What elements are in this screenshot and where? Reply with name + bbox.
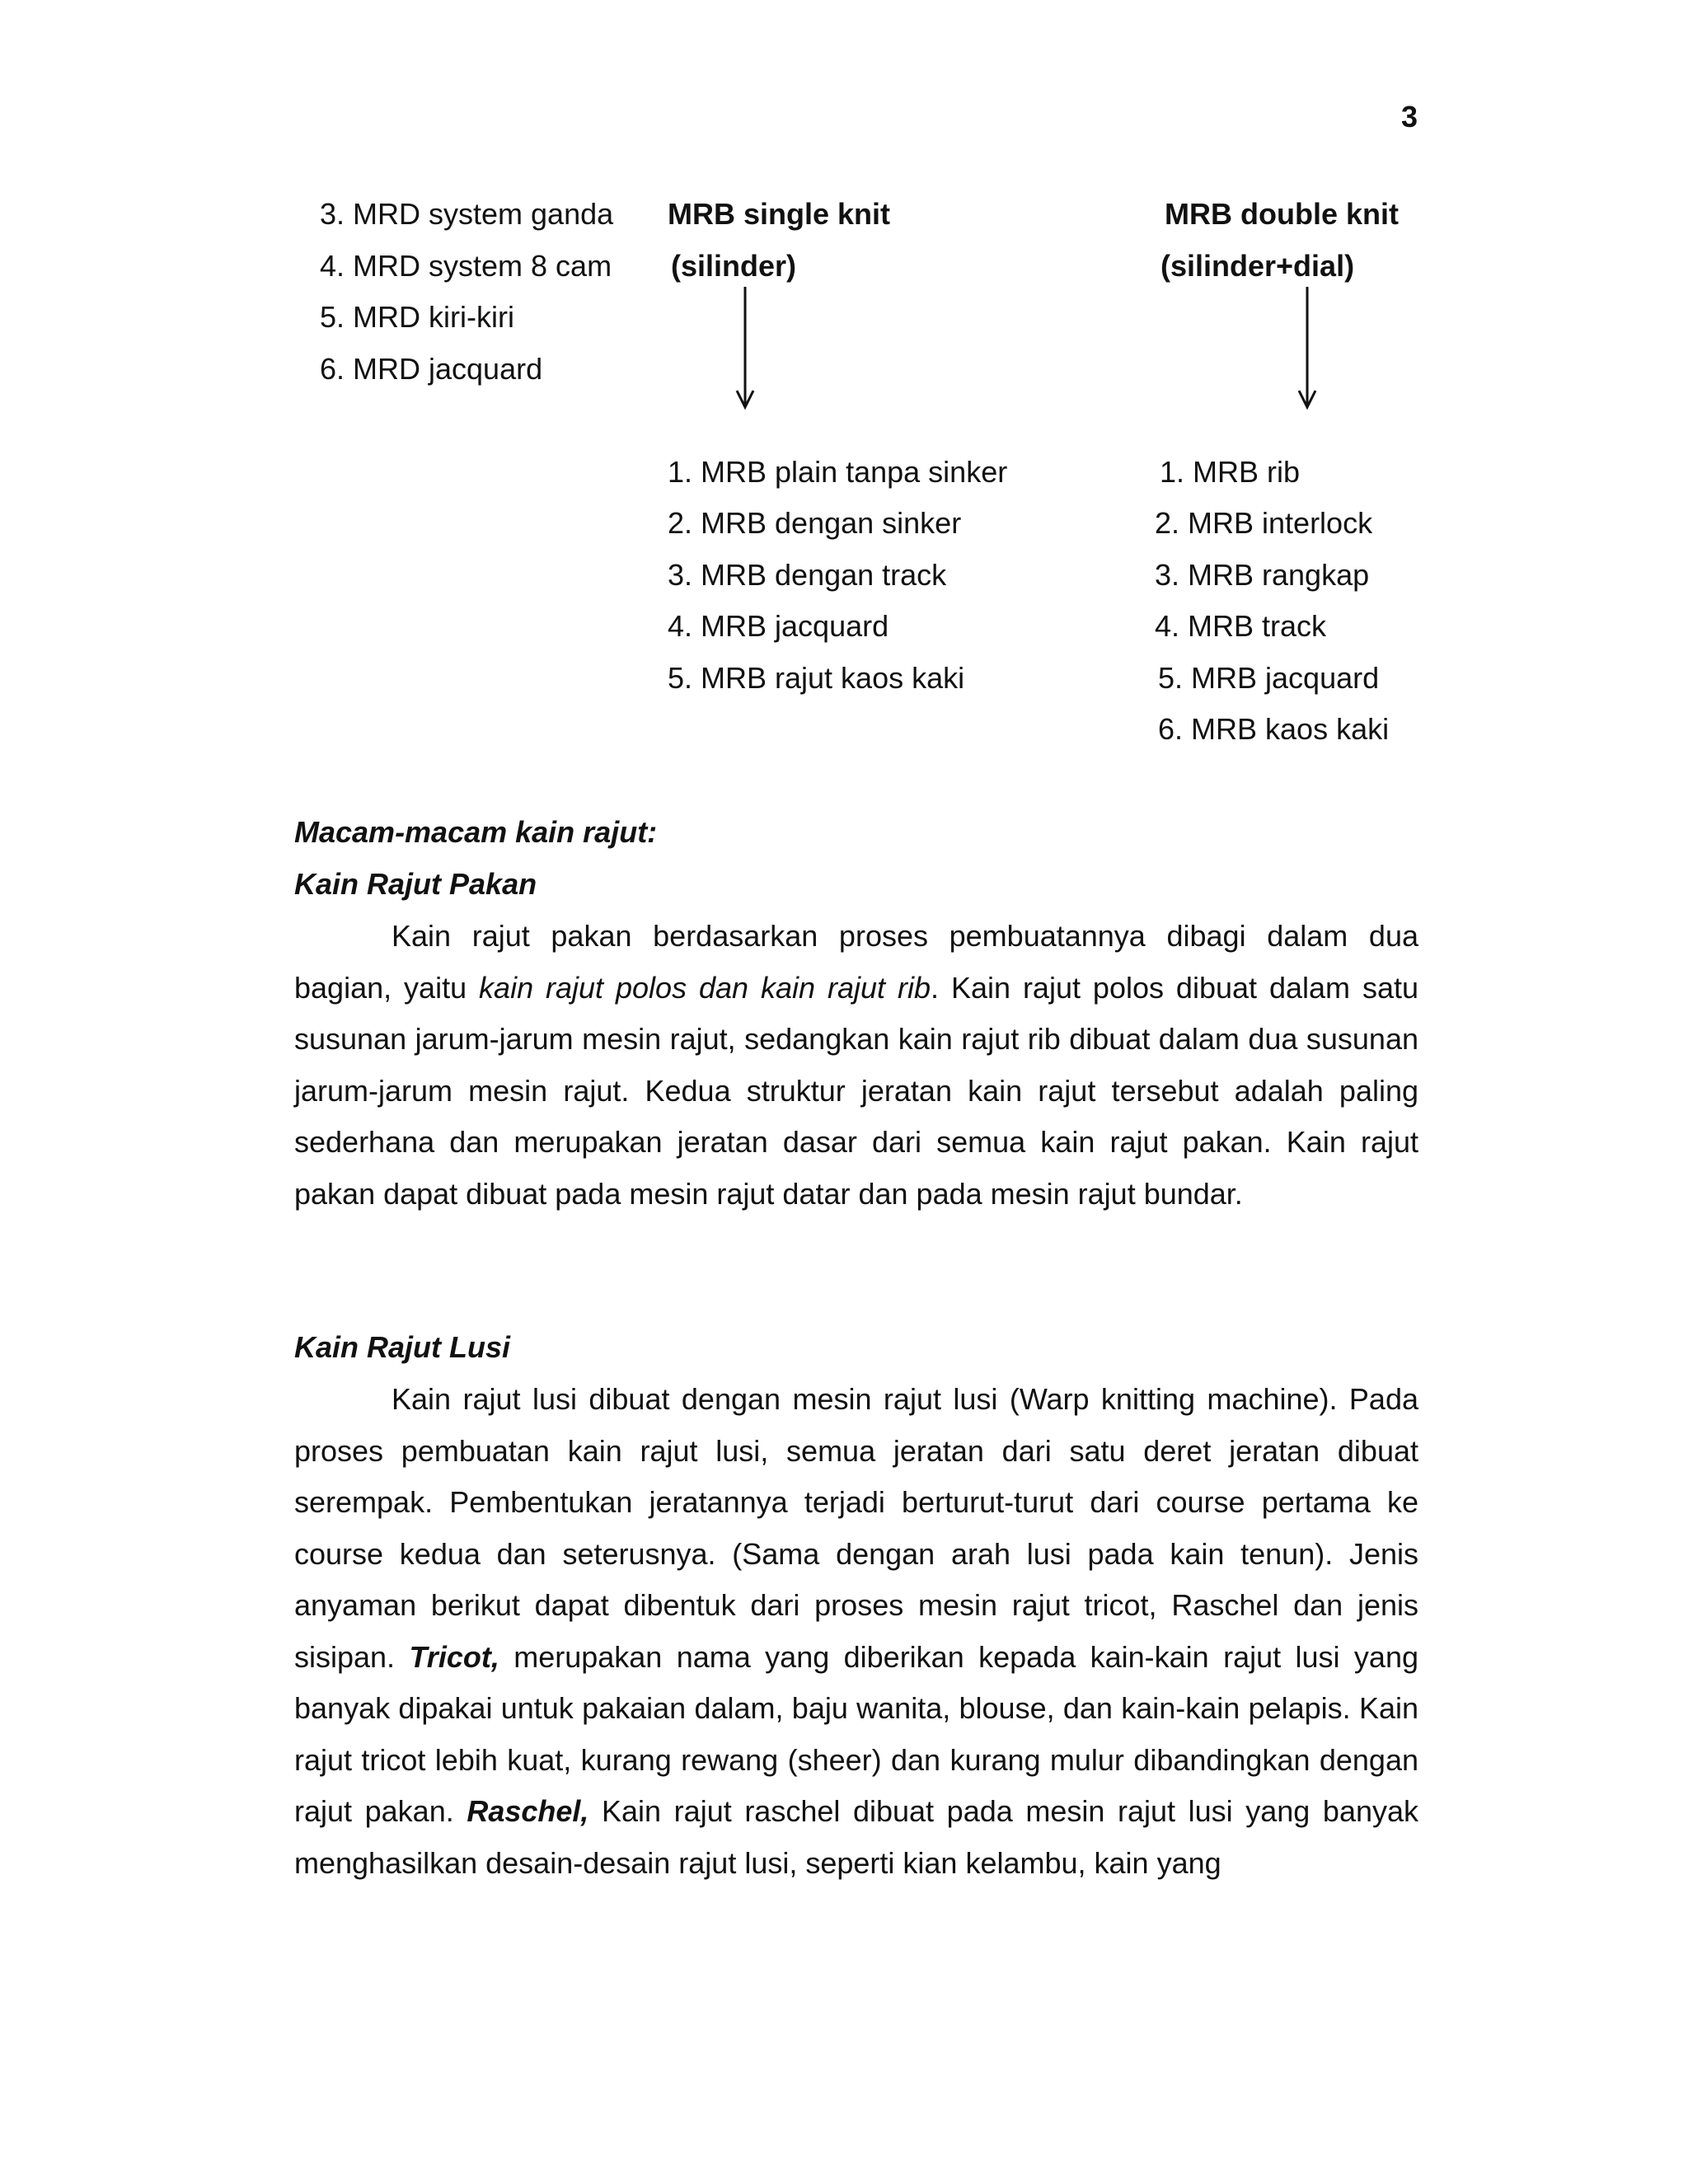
single-knit-item: 1. MRB plain tanpa sinker bbox=[668, 455, 1008, 489]
lusi-paragraph bbox=[294, 1374, 1418, 1889]
double-knit-item: 2. MRB interlock bbox=[1155, 506, 1373, 540]
pakan-italic-text: kain rajut polos dan kain rajut rib bbox=[479, 970, 931, 1005]
double-knit-item: 6. MRB kaos kaki bbox=[1158, 712, 1390, 746]
section-heading: Macam-macam kain rajut: bbox=[294, 815, 658, 849]
double-knit-item: 1. MRB rib bbox=[1160, 455, 1301, 489]
double-knit-item: 5. MRB jacquard bbox=[1158, 661, 1380, 695]
lusi-text-3: Kain rajut raschel dibuat pada mesin rajut lusi yang banyak menghasilkan desain-desain rajut lusi, seperti kian kelambu, kain yang bbox=[294, 1794, 1419, 1880]
pakan-paragraph bbox=[294, 911, 1418, 1220]
mrd-item: 3. MRD system ganda bbox=[320, 197, 614, 231]
down-arrow-icon bbox=[1291, 287, 1324, 410]
pakan-heading: Kain Rajut Pakan bbox=[294, 867, 537, 901]
page-number: 3 bbox=[1401, 100, 1418, 134]
double-knit-item: 4. MRB track bbox=[1155, 609, 1327, 643]
single-knit-subtitle: (silinder) bbox=[671, 249, 797, 283]
raschel-term: Raschel, bbox=[467, 1794, 589, 1828]
lusi-text-1: Kain rajut lusi dibuat dengan mesin rajut lusi (Warp knitting machine). Pada proses pembuatan kain rajut lusi, semua jeratan dari satu deret jeratan dibuat serempak. Pembentukan jeratannya terjadi berturut-turut dari course pertama ke course kedua dan seterusnya. (Sama dengan arah lusi pada kain tenun). Jenis anyaman berikut dapat dibentuk dari proses mesin rajut tricot, Raschel dan jenis sisipan. bbox=[294, 1382, 1418, 1674]
single-knit-item: 4. MRB jacquard bbox=[668, 609, 889, 643]
double-knit-title: MRB double knit bbox=[1165, 197, 1399, 231]
double-knit-subtitle: (silinder+dial) bbox=[1160, 249, 1355, 283]
mrd-item: 6. MRD jacquard bbox=[320, 352, 543, 386]
lusi-text-2: merupakan nama yang diberikan kepada kain-kain rajut lusi yang banyak dipakai untuk pakaian dalam, baju wanita, blouse, dan kain-kain pelapis. Kain rajut tricot lebih kuat, kurang rewang (sheer) dan kurang mulur dibandingkan dengan rajut pakan. bbox=[294, 1639, 1418, 1828]
mrd-item: 5. MRD kiri-kiri bbox=[320, 300, 514, 334]
tricot-term: Tricot, bbox=[409, 1639, 499, 1674]
single-knit-title: MRB single knit bbox=[668, 197, 891, 231]
down-arrow-icon bbox=[729, 287, 762, 410]
single-knit-item: 3. MRB dengan track bbox=[668, 558, 947, 592]
pakan-text-1: Kain rajut pakan berdasarkan proses pembuatannya dibagi dalam dua bagian, yaitu bbox=[294, 919, 1418, 1005]
pakan-text-2: . Kain rajut polos dibuat dalam satu susunan jarum-jarum mesin rajut, sedangkan kain rajut rib dibuat dalam dua susunan jarum-jarum mesin rajut. Kedua struktur jeratan kain rajut tersebut adalah paling sederhana dan merupakan jeratan dasar dari semua kain rajut pakan. Kain rajut pakan dapat dibuat pada mesin rajut datar dan pada mesin rajut bundar. bbox=[294, 970, 1419, 1211]
single-knit-item: 2. MRB dengan sinker bbox=[668, 506, 962, 540]
double-knit-item: 3. MRB rangkap bbox=[1155, 558, 1370, 592]
mrd-item: 4. MRD system 8 cam bbox=[320, 249, 612, 283]
single-knit-item: 5. MRB rajut kaos kaki bbox=[668, 661, 965, 695]
lusi-heading: Kain Rajut Lusi bbox=[294, 1330, 511, 1364]
